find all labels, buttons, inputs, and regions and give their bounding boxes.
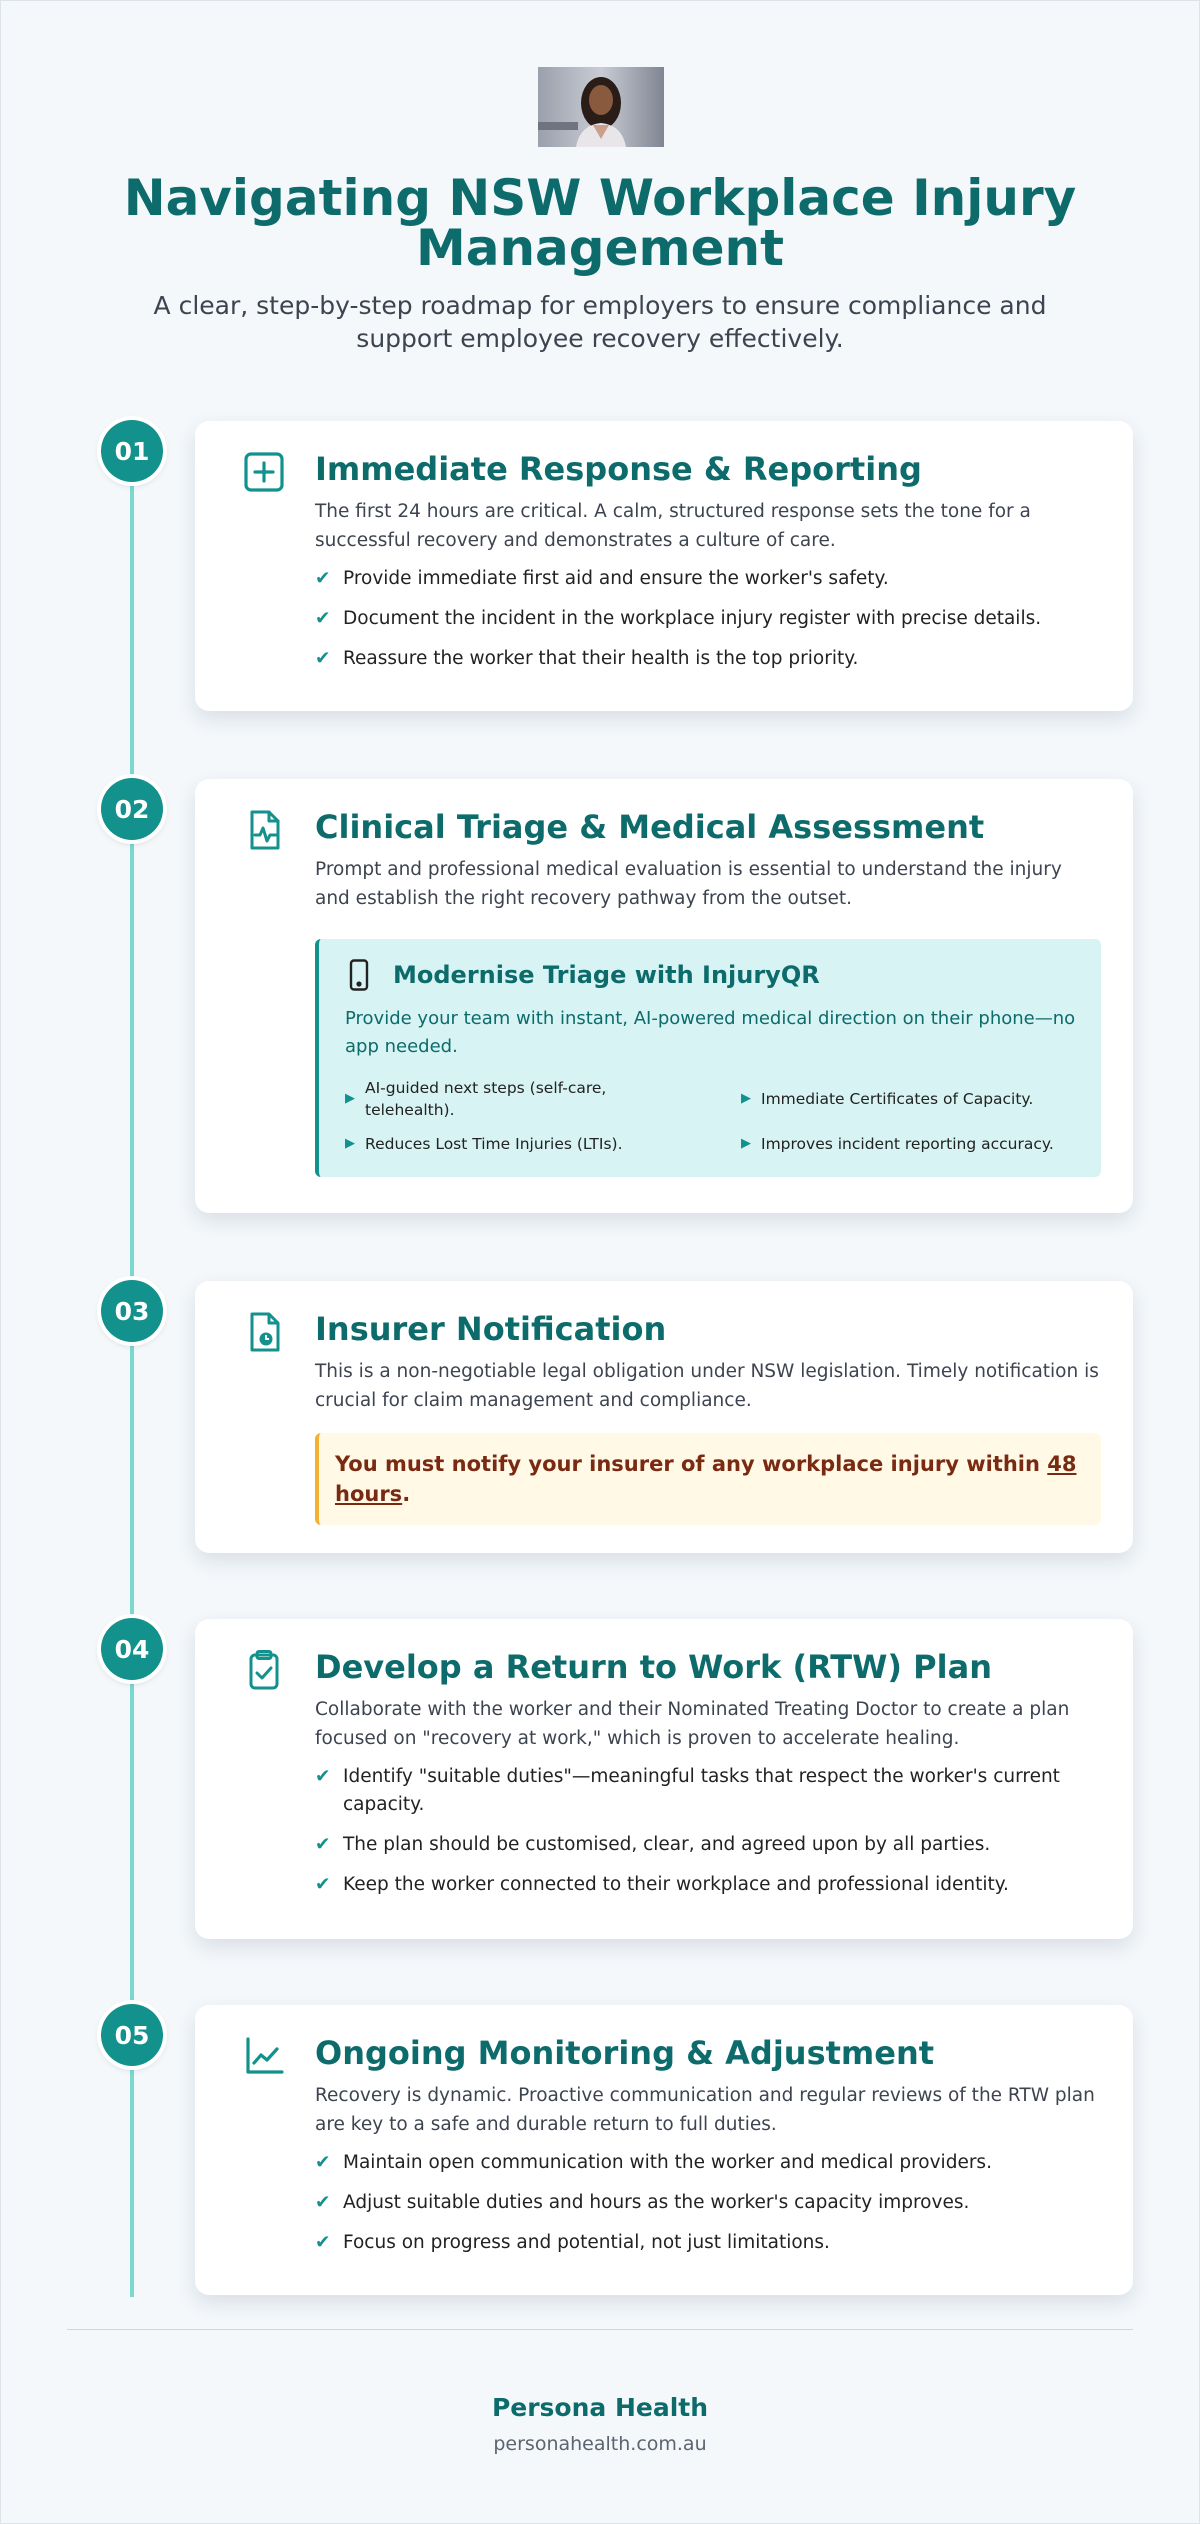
footer-website-link[interactable]: personahealth.com.au xyxy=(493,2433,707,2455)
step-number-badge: 04 xyxy=(101,1618,163,1680)
promo-title: Modernise Triage with InjuryQR xyxy=(393,961,820,989)
promo-description: Provide your team with instant, AI-powered medical direction on their phone—no app needed. xyxy=(345,1008,1076,1057)
triangle-right-icon: ▶ xyxy=(345,1091,355,1106)
check-icon: ✔ xyxy=(315,1834,331,1855)
triangle-right-icon: ▶ xyxy=(741,1091,751,1106)
line-chart-icon xyxy=(243,2035,285,2077)
step-title: Clinical Triage & Medical Assessment xyxy=(315,808,985,846)
medical-file-icon xyxy=(243,809,285,851)
page-subtitle: A clear, step-by-step roadmap for employers to ensure compliance and support employee recovery effectively. xyxy=(153,291,1047,353)
checklist xyxy=(315,565,1101,673)
step-number-badge: 01 xyxy=(101,420,163,482)
check-icon: ✔ xyxy=(315,2232,331,2253)
check-icon: ✔ xyxy=(315,2192,331,2213)
step-title: Develop a Return to Work (RTW) Plan xyxy=(315,1648,992,1686)
injuryqr-promo-box xyxy=(315,939,1101,1177)
step-number-badge: 03 xyxy=(101,1280,163,1342)
step-description: The first 24 hours are critical. A calm, structured response sets the tone for a successful recovery and demonstrates a culture of care. xyxy=(315,501,1031,551)
deadline-emphasis: 48 hours xyxy=(335,1452,1077,1506)
checklist-item: ✔ Keep the worker connected to their workplace and professional identity. xyxy=(315,1871,1101,1899)
checklist-item: ✔ Maintain open communication with the worker and medical providers. xyxy=(315,2149,1101,2177)
page-title: Navigating NSW Workplace Injury Management xyxy=(123,169,1077,277)
step-card-insurer-notification xyxy=(195,1281,1133,1553)
checklist xyxy=(315,2149,1101,2257)
step-number-badge: 02 xyxy=(101,778,163,840)
clipboard-check-icon xyxy=(243,1649,285,1691)
step-title: Insurer Notification xyxy=(315,1310,667,1348)
checklist-item: ✔ Adjust suitable duties and hours as the worker's capacity improves. xyxy=(315,2189,1101,2217)
footer-brand: Persona Health xyxy=(491,2393,709,2422)
author-photo xyxy=(538,67,664,147)
checklist-item: ✔ The plan should be customised, clear, and agreed upon by all parties. xyxy=(315,1831,1101,1859)
check-icon: ✔ xyxy=(315,2152,331,2173)
step-card-rtw-plan xyxy=(195,1619,1133,1939)
promo-point: ▶ AI-guided next steps (self-care, telehealth). xyxy=(345,1079,607,1119)
checklist-item: ✔ Document the incident in the workplace injury register with precise details. xyxy=(315,605,1101,633)
checklist-item: ✔ Identify "suitable duties"—meaningful tasks that respect the worker's current capacity. xyxy=(315,1763,1101,1819)
deadline-warning: You must notify your insurer of any workplace injury within 48 hours. xyxy=(315,1433,1101,1525)
promo-point: ▶ Immediate Certificates of Capacity. xyxy=(741,1090,1034,1108)
checklist xyxy=(315,1763,1101,1899)
step-number-badge: 05 xyxy=(101,2004,163,2066)
promo-point: ▶ Improves incident reporting accuracy. xyxy=(741,1135,1054,1153)
check-icon: ✔ xyxy=(315,568,331,589)
step-title: Ongoing Monitoring & Adjustment xyxy=(315,2034,935,2072)
checklist-item: ✔ Provide immediate first aid and ensure the worker's safety. xyxy=(315,565,1101,593)
step-card-ongoing-monitoring xyxy=(195,2005,1133,2295)
checklist-item: ✔ Focus on progress and potential, not just limitations. xyxy=(315,2229,1101,2257)
step-description: This is a non-negotiable legal obligation under NSW legislation. Timely notification is crucial for claim management and compliance. xyxy=(315,1361,1099,1411)
step-description: Collaborate with the worker and their Nominated Treating Doctor to create a plan focused on "recovery at work," which is proven to accelerate healing. xyxy=(315,1699,1070,1749)
step-description: Prompt and professional medical evaluation is essential to understand the injury and establish the right recovery pathway from the outset. xyxy=(315,859,1062,909)
step-title: Immediate Response & Reporting xyxy=(315,450,922,488)
step-card-immediate-response xyxy=(195,421,1133,711)
triangle-right-icon: ▶ xyxy=(741,1136,751,1151)
step-card-clinical-triage xyxy=(195,779,1133,1213)
file-clock-icon xyxy=(243,1311,285,1353)
triangle-right-icon: ▶ xyxy=(345,1136,355,1151)
checklist-item: ✔ Reassure the worker that their health is the top priority. xyxy=(315,645,1101,673)
check-icon: ✔ xyxy=(315,1874,331,1895)
check-icon: ✔ xyxy=(315,1766,331,1787)
check-icon: ✔ xyxy=(315,648,331,669)
check-icon: ✔ xyxy=(315,608,331,629)
phone-icon xyxy=(345,959,373,991)
footer-divider xyxy=(67,2329,1133,2330)
step-description: Recovery is dynamic. Proactive communication and regular reviews of the RTW plan are key to a safe and durable return to full duties. xyxy=(315,2085,1095,2135)
promo-points xyxy=(345,1077,1077,1155)
promo-point: ▶ Reduces Lost Time Injuries (LTIs). xyxy=(345,1135,623,1153)
plus-square-icon xyxy=(243,451,285,493)
